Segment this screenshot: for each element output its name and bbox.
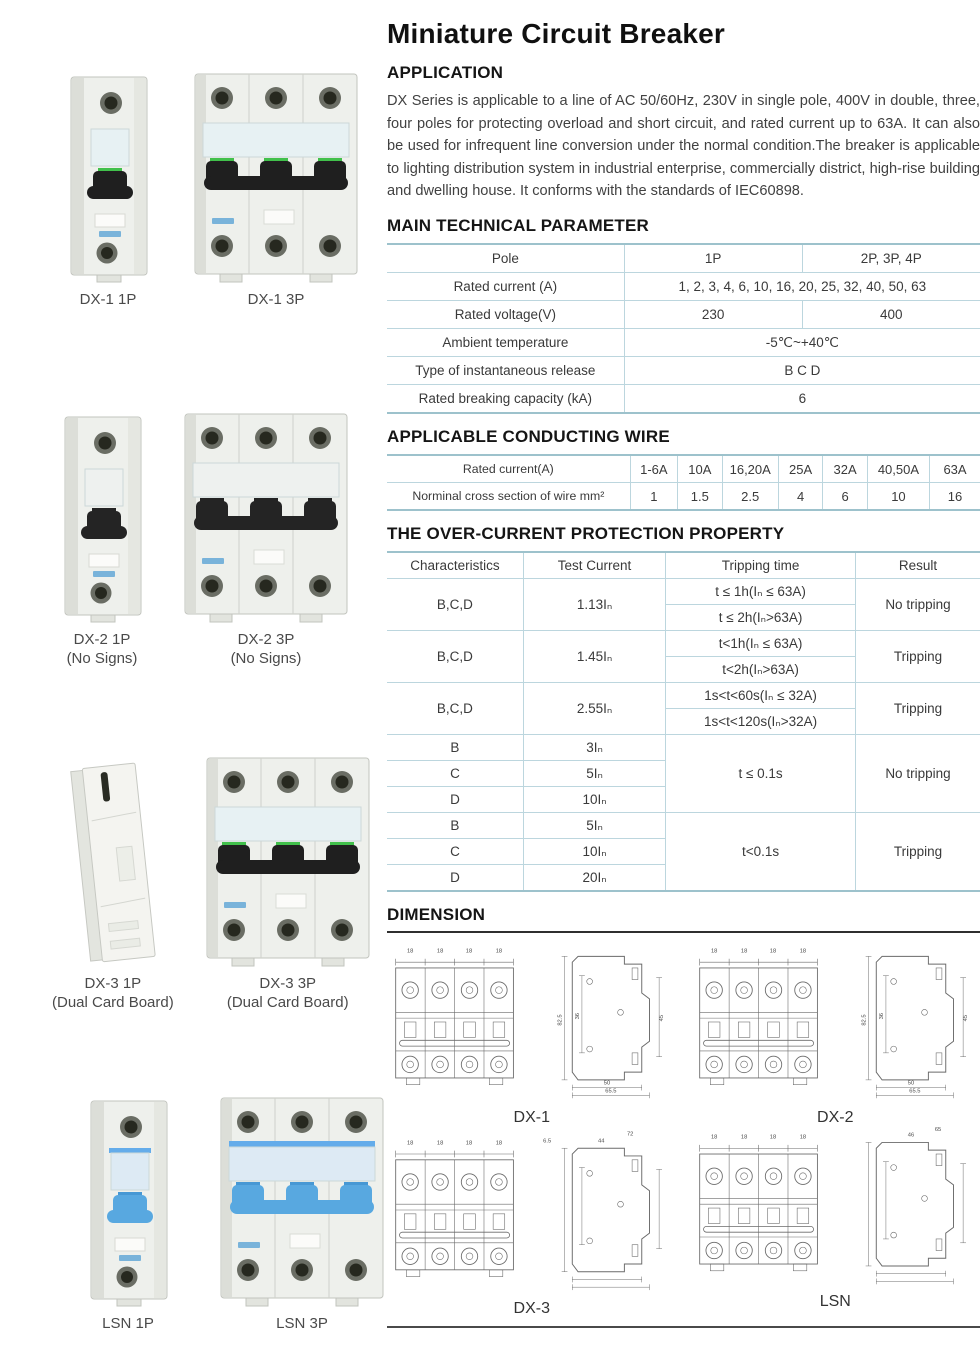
svg-text:36: 36 [575, 1013, 582, 1020]
page-bottom-rule [387, 1326, 980, 1328]
table-cell: 400 [802, 301, 980, 329]
table-cell: t ≤ 2h(Iₙ>63A) [666, 605, 856, 631]
table-cell: B,C,D [387, 631, 523, 683]
svg-text:65.5: 65.5 [908, 1088, 920, 1095]
svg-text:18: 18 [406, 948, 414, 955]
drawing-label: LSN [819, 1292, 851, 1310]
table-cell: D [387, 787, 523, 813]
table-cell: Pole [387, 245, 624, 273]
table-cell: t ≤ 1h(Iₙ ≤ 63A) [666, 579, 856, 605]
table-row [387, 456, 980, 483]
table-row [387, 329, 980, 357]
svg-text:18: 18 [769, 1134, 776, 1141]
table-cell: 1.13Iₙ [523, 579, 665, 631]
table-cell: B [387, 813, 523, 839]
product-photo-lsn-3p [218, 1094, 386, 1334]
svg-text:45: 45 [658, 1014, 665, 1022]
breaker-illustration [192, 70, 360, 286]
svg-text:6.5: 6.5 [543, 1138, 552, 1145]
table-cell: t<2h(Iₙ>63A) [666, 657, 856, 683]
svg-text:18: 18 [740, 1134, 747, 1141]
svg-text:18: 18 [799, 1134, 806, 1141]
breaker-illustration [182, 410, 350, 626]
table-cell: No tripping [855, 579, 980, 631]
table-cell: 4 [778, 483, 822, 510]
table-cell: B,C,D [387, 683, 523, 735]
dimension-drawing-dx1 [387, 939, 677, 1127]
table-cell: Tripping time [666, 553, 856, 579]
table-cell: 1s<t<120s(Iₙ>32A) [666, 709, 856, 735]
drawing-label: DX-1 [513, 1108, 550, 1126]
product-photo-dx1-1p [60, 74, 156, 310]
svg-text:50: 50 [907, 1080, 914, 1087]
conducting-wire-heading: APPLICABLE CONDUCTING WIRE [387, 427, 670, 447]
technical-drawing [691, 939, 980, 1111]
main-parameter-table [387, 245, 980, 412]
table-cell: Rated voltage(V) [387, 301, 624, 329]
table-row [387, 245, 980, 273]
breaker-illustration [54, 414, 150, 626]
table-cell: B [387, 735, 523, 761]
table-cell: -5℃~+40℃ [624, 329, 980, 357]
table-cell: 63A [930, 456, 980, 483]
table-row [387, 357, 980, 385]
product-photo-dx2-3p [182, 410, 350, 669]
table-cell: 16 [930, 483, 980, 510]
table-cell: Type of instantaneous release [387, 357, 624, 385]
product-group-lsn [80, 1094, 386, 1334]
table-cell: Rated breaking capacity (kA) [387, 385, 624, 413]
table-row [387, 813, 980, 839]
table-cell: No tripping [855, 735, 980, 813]
table-cell: 40,50A [867, 456, 929, 483]
product-subcaption: (Dual Card Board) [226, 993, 349, 1011]
product-caption: DX-2 3P [237, 631, 295, 648]
table-row [387, 579, 980, 605]
svg-text:44: 44 [598, 1138, 605, 1145]
table-cell: 1P [624, 245, 802, 273]
product-photo-dx1-3p [192, 70, 360, 310]
table-cell: C [387, 839, 523, 865]
svg-text:18: 18 [406, 1140, 414, 1147]
svg-text:18: 18 [465, 948, 473, 955]
table-cell: Ambient temperature [387, 329, 624, 357]
table-cell: Result [855, 553, 980, 579]
table-cell: t<0.1s [666, 813, 856, 891]
svg-text:50: 50 [603, 1080, 611, 1087]
table-cell: Rated current (A) [387, 273, 624, 301]
breaker-illustration [58, 758, 168, 970]
table-cell: 10Iₙ [523, 839, 665, 865]
table-cell: 6 [624, 385, 980, 413]
table-row [387, 683, 980, 709]
svg-text:45: 45 [962, 1014, 969, 1022]
table-cell: 3Iₙ [523, 735, 665, 761]
table-cell: 1s<t<60s(Iₙ ≤ 32A) [666, 683, 856, 709]
product-photo-lsn-1p [80, 1098, 176, 1334]
product-caption: LSN 3P [276, 1315, 328, 1332]
svg-text:18: 18 [799, 948, 806, 955]
main-parameter-heading: MAIN TECHNICAL PARAMETER [387, 216, 649, 236]
overcurrent-table-wrap [387, 551, 980, 892]
table-cell: 1 [630, 483, 677, 510]
breaker-illustration [60, 74, 156, 286]
table-cell: t ≤ 0.1s [666, 735, 856, 813]
technical-drawing [387, 1127, 677, 1303]
breaker-illustration [80, 1098, 176, 1310]
table-cell: 16,20A [722, 456, 778, 483]
application-heading: APPLICATION [387, 63, 504, 82]
svg-text:72: 72 [626, 1131, 634, 1138]
table-cell: B,C,D [387, 579, 523, 631]
drawing-label: DX-3 [513, 1300, 550, 1318]
product-photo-dx3-1p [52, 758, 174, 1013]
table-cell: 32A [823, 456, 867, 483]
svg-text:18: 18 [436, 948, 444, 955]
table-cell: 5Iₙ [523, 813, 665, 839]
conducting-wire-table [387, 456, 980, 509]
table-cell: 2.5 [722, 483, 778, 510]
table-cell: 6 [823, 483, 867, 510]
product-group-dx3 [52, 754, 372, 1013]
product-photo-column [0, 0, 385, 1363]
overcurrent-table [387, 553, 980, 890]
table-row [387, 273, 980, 301]
table-cell: Tripping [855, 813, 980, 891]
table-cell: 10Iₙ [523, 787, 665, 813]
table-cell: 2.55Iₙ [523, 683, 665, 735]
table-cell: 25A [778, 456, 822, 483]
table-cell: 1, 2, 3, 4, 6, 10, 16, 20, 25, 32, 40, 50, 63 [624, 273, 980, 301]
product-caption: DX-2 1P [73, 631, 131, 648]
dimension-heading: DIMENSION [387, 905, 980, 933]
svg-text:18: 18 [436, 1140, 444, 1147]
drawing-label: DX-2 [817, 1108, 854, 1126]
main-parameter-table-wrap [387, 243, 980, 414]
svg-text:82.5: 82.5 [861, 1014, 868, 1026]
table-cell: 1.5 [678, 483, 722, 510]
table-row [387, 483, 980, 510]
table-cell: 20Iₙ [523, 865, 665, 891]
overcurrent-heading: THE OVER-CURRENT PROTECTION PROPERTY [387, 524, 785, 544]
svg-text:82.5: 82.5 [557, 1014, 564, 1026]
table-cell: Characteristics [387, 553, 523, 579]
svg-text:18: 18 [710, 948, 717, 955]
dimension-drawing-dx2 [691, 939, 980, 1127]
product-group-dx1 [60, 70, 360, 310]
table-cell: 2P, 3P, 4P [802, 245, 980, 273]
dimension-drawing-lsn [691, 1127, 980, 1319]
product-subcaption: (No Signs) [230, 649, 302, 667]
table-cell: Tripping [855, 683, 980, 735]
svg-text:18: 18 [495, 1140, 503, 1147]
conducting-wire-table-wrap [387, 454, 980, 511]
svg-text:18: 18 [465, 1140, 473, 1147]
product-subcaption: (No Signs) [66, 649, 138, 667]
application-paragraph: DX Series is applicable to a line of AC 50/60Hz, 230V in single pole, 400V in double, three, four poles for protecting overload and short circuit, and rated current up to 63A. It can also be used for infrequent line conversion under the normal condition.The breaker is applicable to lighting distribution system in industrial enterprise, commercially district, high-rise building and dwelling house. It conforms with the standards of IEC60898. [387, 93, 980, 200]
table-row [387, 631, 980, 657]
table-cell: 5Iₙ [523, 761, 665, 787]
table-cell: Norminal cross section of wire mm² [387, 483, 630, 510]
product-caption: DX-1 3P [247, 291, 305, 308]
product-subcaption: (Dual Card Board) [52, 993, 174, 1011]
breaker-illustration [218, 1094, 386, 1310]
product-photo-dx2-1p [54, 414, 150, 669]
product-caption: DX-1 1P [79, 291, 137, 308]
table-row [387, 301, 980, 329]
product-caption: DX-3 3P [259, 975, 317, 992]
table-row [387, 385, 980, 413]
dimension-drawing-dx3 [387, 1127, 677, 1319]
datasheet-content [387, 0, 980, 1363]
table-cell: B C D [624, 357, 980, 385]
svg-text:18: 18 [740, 948, 747, 955]
table-cell: t<1h(Iₙ ≤ 63A) [666, 631, 856, 657]
technical-drawing [691, 1127, 980, 1295]
technical-drawing [387, 939, 677, 1111]
table-row [387, 735, 980, 761]
product-caption: LSN 1P [102, 1315, 154, 1332]
table-cell: 230 [624, 301, 802, 329]
table-cell: Tripping [855, 631, 980, 683]
table-cell: 1-6A [630, 456, 677, 483]
product-photo-dx3-3p [204, 754, 372, 1013]
table-row [387, 553, 980, 579]
product-caption: DX-3 1P [84, 975, 142, 992]
svg-text:65.5: 65.5 [605, 1088, 617, 1095]
table-cell: C [387, 761, 523, 787]
table-cell: 10 [867, 483, 929, 510]
svg-text:46: 46 [907, 1132, 914, 1139]
table-cell: Test Current [523, 553, 665, 579]
dimension-drawings [387, 939, 980, 1318]
table-cell: Rated current(A) [387, 456, 630, 483]
svg-text:36: 36 [878, 1013, 885, 1020]
svg-text:18: 18 [769, 948, 776, 955]
svg-text:18: 18 [710, 1134, 717, 1141]
breaker-illustration [204, 754, 372, 970]
svg-text:65: 65 [934, 1126, 941, 1133]
table-cell: 1.45Iₙ [523, 631, 665, 683]
page-title: Miniature Circuit Breaker [387, 18, 725, 49]
product-group-dx2 [54, 410, 350, 669]
svg-text:18: 18 [495, 948, 503, 955]
table-cell: 10A [678, 456, 722, 483]
table-cell: D [387, 865, 523, 891]
